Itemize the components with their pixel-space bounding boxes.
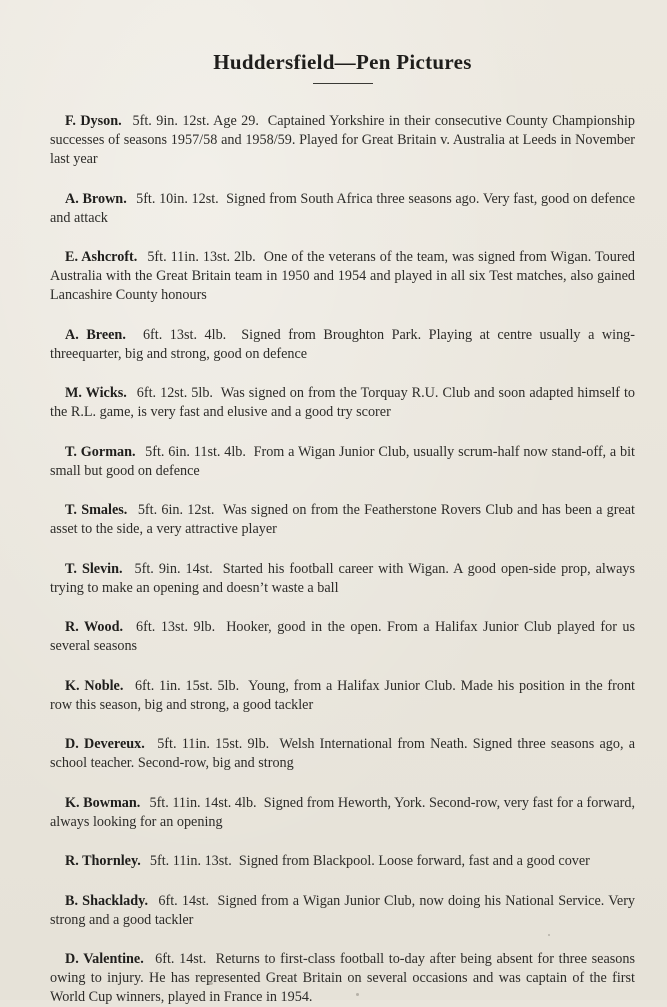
player-stats: 5ft. 11in. 15st. 9lb. xyxy=(157,736,270,752)
player-description: Hooker, good in the open. From a Halifax Junior Club played for us several seasons xyxy=(50,619,636,654)
player-stats: 6ft. 14st. xyxy=(158,892,210,909)
player-description: Signed from Broughton Park. Playing at centre usually a wing-threequarter, big and strong, good on defence xyxy=(50,326,636,362)
player-name: M. Wicks. xyxy=(65,385,127,401)
player-stats: 6ft. 13st. 9lb. xyxy=(136,619,216,635)
pen-pictures-list xyxy=(50,112,635,1007)
player-name: F. Dyson. xyxy=(65,113,122,129)
player-description: Signed from Heworth, York. Second-row, very fast for a forward, always looking for an opening xyxy=(50,794,636,830)
player-description: Was signed on from the Torquay R.U. Club and soon adapted himself to the R.L. game, is very fast and elusive and a good try scorer xyxy=(50,385,636,420)
player-description: Returns to first-class football to-day after being absent for three seasons owing to injury. He has represented Great Britain on several occasions and was captain of the first World Cup winners, played in France in 1954. xyxy=(50,951,636,1005)
player-name: T. Smales. xyxy=(65,502,128,518)
player-description: Was signed on from the Featherstone Rovers Club and has been a great asset to the side, a very attractive player xyxy=(50,502,635,537)
player-description: Welsh International from Neath. Signed three seasons ago, a school teacher. Second-row, big and strong xyxy=(50,736,635,771)
player-stats: 5ft. 10in. 12st. xyxy=(136,190,219,207)
player-stats: 5ft. 9in. 12st. Age 29. xyxy=(132,113,259,129)
player-description: Young, from a Halifax Junior Club. Made his position in the front row this season, big and strong, a good tackler xyxy=(50,677,635,713)
player-name: D. Valentine. xyxy=(65,951,144,967)
player-name: K. Bowman. xyxy=(65,794,141,811)
player-description: Captained Yorkshire in their consecutive County Championship successes of seasons 1957/58 and 1958/59. Played for Great Britain v. Australia at Leeds in November last year xyxy=(50,113,636,167)
player-stats: 6ft. 13st. 4lb. xyxy=(142,326,227,343)
player-stats: 5ft. 11in. 13st. 2lb. xyxy=(147,249,256,265)
player-entry xyxy=(50,190,635,228)
player-description: From a Wigan Junior Club, usually scrum-half now stand-off, a bit small but good on defence xyxy=(50,443,635,479)
player-entry xyxy=(50,112,635,169)
player-stats: 5ft. 9in. 14st. xyxy=(134,560,213,577)
player-entry xyxy=(50,735,635,773)
player-entry xyxy=(50,618,635,656)
player-stats: 5ft. 6in. 11st. 4lb. xyxy=(145,443,246,460)
player-name: R. Wood. xyxy=(65,619,124,635)
player-entry xyxy=(50,326,635,364)
player-stats: 5ft. 11in. 13st. xyxy=(149,853,232,869)
player-name: E. Ashcroft. xyxy=(65,249,138,265)
player-name: K. Noble. xyxy=(65,677,124,694)
player-name: A. Breen. xyxy=(65,326,126,343)
player-stats: 6ft. 12st. 5lb. xyxy=(136,385,213,401)
page-title: Huddersfield—Pen Pictures xyxy=(213,50,472,74)
title-underline xyxy=(313,83,373,84)
player-entry xyxy=(50,248,635,305)
player-entry xyxy=(50,950,635,1007)
paper-speck xyxy=(548,934,550,936)
player-entry xyxy=(50,892,635,930)
paper-speck xyxy=(208,982,213,985)
paper-speck xyxy=(356,993,359,996)
player-entry xyxy=(50,384,635,422)
player-entry xyxy=(50,852,635,871)
player-name: T. Slevin. xyxy=(65,560,123,577)
player-stats: 6ft. 14st. xyxy=(155,951,207,967)
player-description: Started his football career with Wigan. A good open-side prop, always trying to make an opening and doesn’t waste a ball xyxy=(50,560,636,596)
player-name: R. Thornley. xyxy=(65,853,141,869)
player-stats: 5ft. 6in. 12st. xyxy=(137,502,215,518)
player-entry xyxy=(50,501,635,539)
player-description: Signed from South Africa three seasons ago. Very fast, good on defence and attack xyxy=(50,190,636,226)
player-name: B. Shacklady. xyxy=(65,892,149,909)
player-name: T. Gorman. xyxy=(65,443,136,460)
player-name: A. Brown. xyxy=(65,190,127,207)
player-description: One of the veterans of the team, was signed from Wigan. Toured Australia with the Great Britain team in 1950 and 1954 and played in all six Test matches, also gained Lancashire County honours xyxy=(50,249,635,303)
player-entry xyxy=(50,794,635,832)
player-description: Signed from a Wigan Junior Club, now doing his National Service. Very strong and a good tackler xyxy=(50,892,636,928)
player-entry xyxy=(50,677,635,715)
player-entry xyxy=(50,560,635,598)
player-entry xyxy=(50,443,635,481)
player-name: D. Devereux. xyxy=(65,736,145,752)
player-stats: 6ft. 1in. 15st. 5lb. xyxy=(134,677,240,694)
player-description: Signed from Blackpool. Loose forward, fast and a good cover xyxy=(238,853,590,869)
player-stats: 5ft. 11in. 14st. 4lb. xyxy=(149,794,257,811)
